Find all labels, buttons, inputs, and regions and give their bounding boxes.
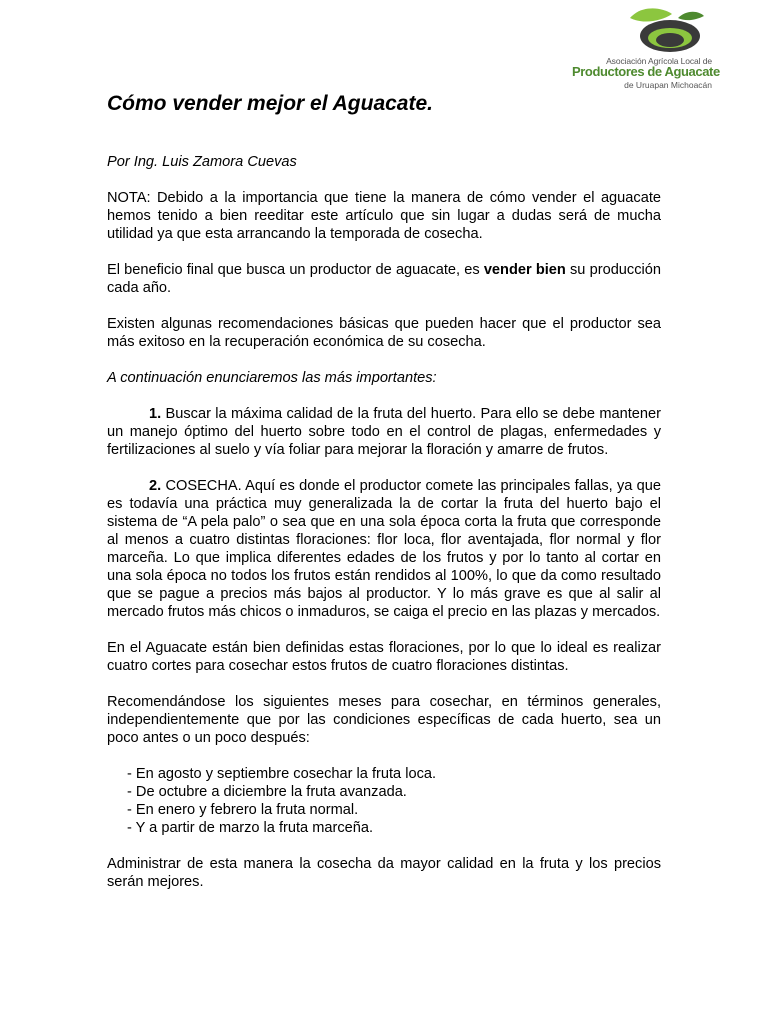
numbered-item-2: [107, 477, 661, 621]
logo-brand-text: Productores de Aguacate: [572, 64, 720, 79]
document-title: Cómo vender mejor el Aguacate.: [107, 92, 433, 115]
item-text: COSECHA. Aquí es donde el productor comete las principales fallas, ya que es todavía una práctica muy generalizada la de cortar la fruta del huerto bajo el sistema de “A pela palo” o sea que en una sola época corta la fruta que corresponde al menos a cuatro distintas floraciones: flor loca, flor aventajada, flor normal y flor marceña. Lo que implica diferentes edades de los frutos y por lo tanto al cortar en una sola época no todos los frutos están rendidos al 100%, lo que da como resultado que se pague a precios más bajos al productor. Y lo más grave es que al salir al mercado frutos más chicos o inmaduros, se caiga el precio en las plazas y mercados.: [107, 478, 661, 620]
recommendations-paragraph: Existen algunas recomendaciones básicas que pueden hacer que el productor sea más exitoso en la recuperación económica de su cosecha.: [107, 316, 661, 350]
benefit-emphasis: vender bien: [483, 262, 566, 278]
nota-paragraph: NOTA: Debido a la importancia que tiene la manera de cómo vender el aguacate hemos tenido a bien reeditar este artículo que sin lugar a dudas será de mucha utilidad ya que esta arrancando la temporada de cosecha.: [107, 190, 661, 242]
benefit-paragraph: [107, 261, 661, 297]
author-line: Por Ing. Luis Zamora Cuevas: [107, 154, 297, 170]
harvest-months-list: [107, 765, 661, 837]
association-logo: [572, 4, 720, 90]
conclusion-paragraph: Administrar de esta manera la cosecha da mayor calidad en la fruta y los precios serán mejores.: [107, 856, 661, 890]
document-body: [107, 153, 661, 909]
list-intro: A continuación enunciaremos las más importantes:: [107, 370, 437, 386]
item-text: Buscar la máxima calidad de la fruta del huerto. Para ello se debe mantener un manejo óptimo del huerto sobre todo en el control de plagas, enfermedades y fertilizaciones al suelo y vía foliar para mejorar la floración y amarre de frutos.: [107, 406, 661, 458]
numbered-item-1: [107, 405, 661, 459]
list-item: - En enero y febrero la fruta normal.: [127, 802, 359, 818]
list-item: - En agosto y septiembre cosechar la fruta loca.: [127, 766, 437, 782]
item-number: 2.: [149, 478, 162, 494]
list-item: - De octubre a diciembre la fruta avanzada.: [127, 784, 407, 800]
list-item: - Y a partir de marzo la fruta marceña.: [127, 820, 374, 836]
benefit-text-end: su producción cada año.: [107, 262, 661, 296]
item-number: 1.: [149, 406, 162, 422]
logo-association-text: Asociación Agrícola Local de: [606, 56, 712, 66]
logo-location-text: de Uruapan Michoacán: [624, 80, 712, 90]
months-paragraph: Recomendándose los siguientes meses para cosechar, en términos generales, independientemente que por las condiciones específicas de cada huerto, sea un poco antes o un poco después:: [107, 694, 661, 746]
floraciones-paragraph: En el Aguacate están bien definidas estas floraciones, por lo que lo ideal es realizar cuatro cortes para cosechar estos frutos de cuatro floraciones distintas.: [107, 640, 661, 674]
avocado-leaf-icon: [626, 4, 710, 56]
benefit-text-start: El beneficio final que busca un productor de aguacate, es: [107, 262, 484, 278]
